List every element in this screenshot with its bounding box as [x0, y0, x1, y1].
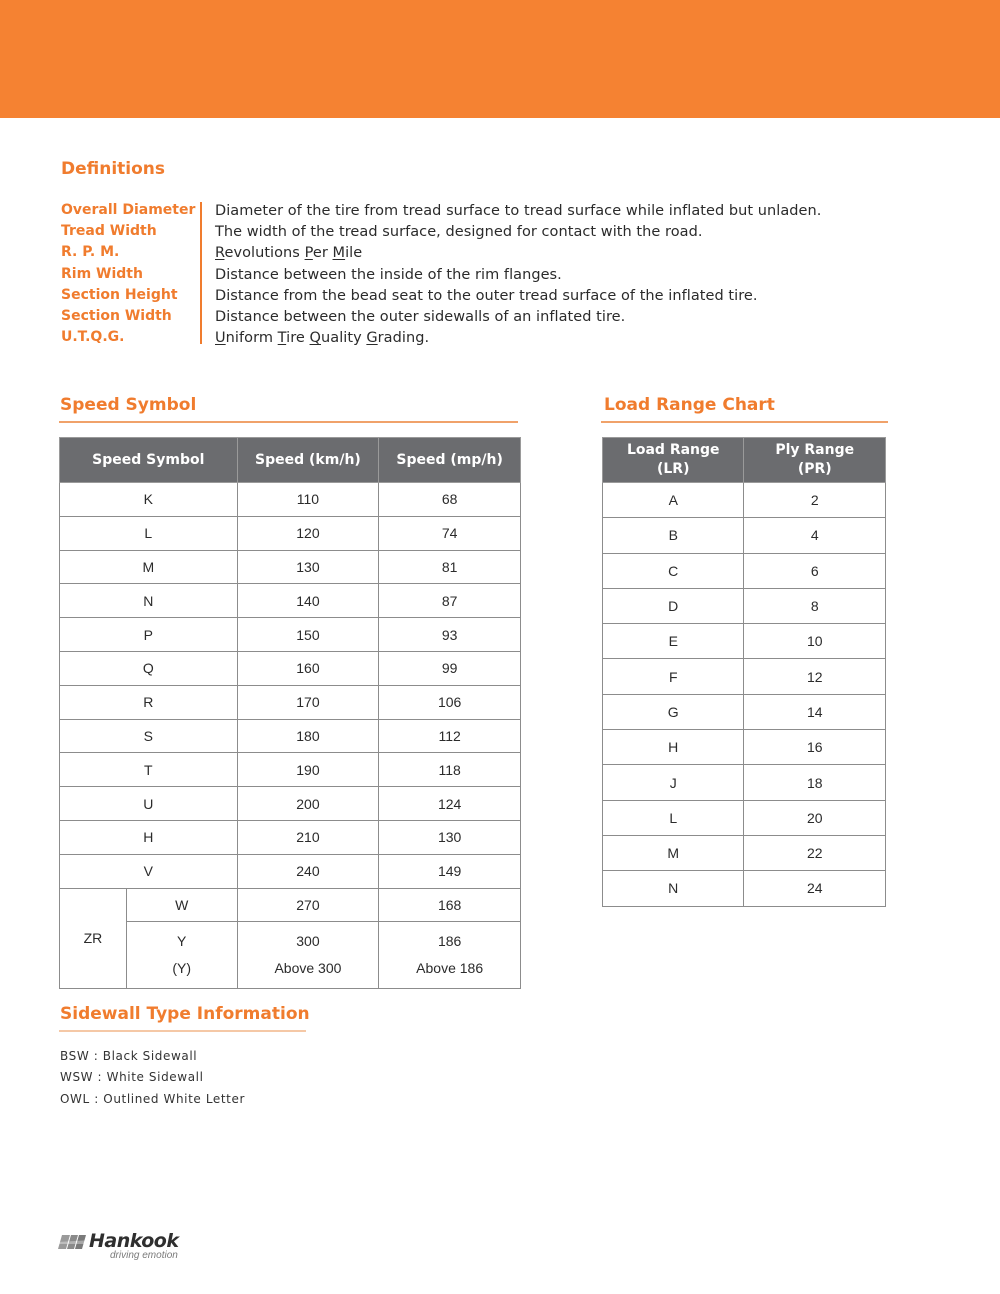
sidewall-item-owl: OWL : Outlined White Letter — [60, 1091, 246, 1106]
cell-pr: 18 — [744, 765, 886, 800]
underlined-letter: M — [332, 245, 346, 262]
cell-lr: H — [603, 730, 744, 765]
term-tread-width: Tread Width — [61, 223, 157, 240]
cell-mph: 87 — [379, 584, 521, 618]
cell-lr: F — [603, 659, 744, 694]
term-overall-diameter: Overall Diameter — [61, 202, 196, 218]
table-row — [60, 516, 521, 550]
cell-symbol: T — [60, 753, 238, 787]
term-section-height: Section Height — [61, 286, 178, 303]
cell-lr: L — [603, 800, 744, 835]
cell-symbol: H — [60, 820, 238, 854]
sidewall-rule — [59, 1030, 306, 1032]
desc-rpm — [215, 243, 821, 264]
cell-pr: 16 — [744, 730, 886, 765]
cell-pr: 14 — [744, 694, 886, 729]
table-row — [60, 483, 521, 517]
cell-pr: 10 — [744, 624, 886, 659]
underlined-letter: R — [215, 245, 225, 262]
cell-kmh-y — [237, 922, 379, 989]
table-row — [60, 651, 521, 685]
cell-lr: E — [603, 624, 744, 659]
definitions-terms — [61, 200, 201, 348]
table-row-zr-y — [60, 922, 521, 989]
sidewall-title: Sidewall Type Information — [60, 1004, 310, 1024]
cell-mph: 118 — [379, 753, 521, 787]
table-row — [60, 584, 521, 618]
desc-tread-width: The width of the tread surface, designed for contact with the road. — [215, 224, 703, 241]
cell-pr: 12 — [744, 659, 886, 694]
desc-utqg — [215, 328, 821, 349]
header-speed-symbol: Speed Symbol — [60, 438, 238, 483]
cell-lr: C — [603, 553, 744, 588]
table-row — [60, 719, 521, 753]
cell-mph: 124 — [379, 787, 521, 821]
cell-mph: 168 — [379, 888, 521, 922]
cell-lr: N — [603, 871, 744, 906]
cell-pr: 24 — [744, 871, 886, 906]
cell-kmh: 140 — [237, 584, 379, 618]
cell-symbol: W — [126, 888, 237, 922]
table-row — [60, 820, 521, 854]
table-row — [603, 871, 886, 906]
table-row — [603, 659, 886, 694]
cell-lr: G — [603, 694, 744, 729]
load-range-table — [602, 437, 886, 907]
cell-symbol: R — [60, 685, 238, 719]
cell-kmh: 120 — [237, 516, 379, 550]
cell-lr: J — [603, 765, 744, 800]
cell-symbol: V — [60, 854, 238, 888]
cell-kmh: 210 — [237, 820, 379, 854]
cell-symbol: L — [60, 516, 238, 550]
table-row — [603, 694, 886, 729]
cell-symbol: K — [60, 483, 238, 517]
definitions-divider — [200, 202, 202, 344]
kmh-y: 300 — [296, 933, 320, 950]
cell-kmh: 190 — [237, 753, 379, 787]
term-utqg: U.T.Q.G. — [61, 329, 125, 346]
cell-kmh: 130 — [237, 550, 379, 584]
cell-kmh: 200 — [237, 787, 379, 821]
logo-tagline: driving emotion — [110, 1250, 178, 1261]
desc-rim-width: Distance between the inside of the rim flanges. — [215, 266, 562, 283]
cell-mph: 112 — [379, 719, 521, 753]
cell-symbol: M — [60, 550, 238, 584]
mph-y: 186 — [437, 933, 462, 950]
sidewall-item-wsw: WSW : White Sidewall — [60, 1070, 204, 1085]
cell-symbol: N — [60, 584, 238, 618]
desc-text: rading. — [377, 330, 430, 347]
table-row — [603, 553, 886, 588]
table-row — [60, 854, 521, 888]
mph-y-paren: Above 186 — [416, 960, 484, 977]
desc-section-height: Distance from the bead seat to the outer tread surface of the inflated tire. — [215, 287, 758, 304]
cell-mph: 149 — [379, 854, 521, 888]
sidewall-item-bsw: BSW : Black Sidewall — [60, 1049, 198, 1063]
cell-kmh: 180 — [237, 719, 379, 753]
definitions-descriptions — [215, 201, 821, 349]
sidewall-list — [60, 1046, 245, 1110]
cell-symbol: Q — [60, 651, 238, 685]
cell-kmh: 150 — [237, 618, 379, 652]
desc-text: ire — [286, 330, 310, 347]
kmh-y-paren: Above 300 — [274, 960, 342, 977]
cell-symbol: U — [60, 787, 238, 821]
cell-pr: 4 — [744, 518, 886, 553]
desc-section-width: Distance between the outer sidewalls of an inflated tire. — [215, 308, 626, 325]
cell-mph: 74 — [379, 516, 521, 550]
cell-mph: 130 — [379, 820, 521, 854]
desc-text: evolutions — [224, 245, 305, 262]
table-row — [60, 618, 521, 652]
table-row — [60, 753, 521, 787]
underlined-letter: T — [277, 330, 287, 347]
cell-pr: 22 — [744, 835, 886, 870]
desc-text: uality — [321, 330, 367, 347]
term-rim-width: Rim Width — [61, 265, 143, 282]
cell-mph-y — [379, 922, 521, 989]
term-section-width: Section Width — [61, 307, 172, 324]
underlined-letter: P — [304, 245, 313, 262]
definitions-title: Definitions — [61, 159, 166, 179]
cell-pr: 8 — [744, 588, 886, 623]
cell-symbol: S — [60, 719, 238, 753]
cell-zr-label: ZR — [60, 888, 127, 989]
table-row — [603, 835, 886, 870]
table-row — [603, 730, 886, 765]
desc-text: ile — [345, 245, 363, 262]
cell-pr: 20 — [744, 800, 886, 835]
cell-kmh: 110 — [237, 483, 379, 517]
header-line: (PR) — [797, 461, 832, 477]
table-row — [603, 800, 886, 835]
cell-kmh: 240 — [237, 854, 379, 888]
cell-kmh: 270 — [237, 888, 379, 922]
cell-mph: 99 — [379, 651, 521, 685]
cell-mph: 93 — [379, 618, 521, 652]
cell-kmh: 170 — [237, 685, 379, 719]
underlined-letter: U — [215, 330, 226, 347]
underlined-letter: G — [366, 330, 378, 347]
desc-overall-diameter: Diameter of the tire from tread surface to tread surface while inflated but unladen. — [215, 203, 822, 219]
header-speed-mph: Speed (mp/h) — [379, 438, 521, 483]
cell-symbol-y — [126, 922, 237, 989]
symbol-y: Y — [177, 933, 187, 950]
cell-symbol: P — [60, 618, 238, 652]
cell-mph: 81 — [379, 550, 521, 584]
table-header-row — [603, 438, 886, 483]
table-row — [603, 588, 886, 623]
table-row — [60, 550, 521, 584]
hankook-logo — [58, 1230, 218, 1265]
underlined-letter: Q — [309, 330, 322, 347]
cell-pr: 2 — [744, 483, 886, 518]
table-row — [603, 624, 886, 659]
tire-tread-icon — [58, 1235, 92, 1249]
table-row — [603, 765, 886, 800]
table-row-zr-w — [60, 888, 521, 922]
term-rpm: R. P. M. — [61, 244, 120, 261]
table-row — [603, 518, 886, 553]
cell-mph: 106 — [379, 685, 521, 719]
header-banner — [0, 0, 1000, 118]
header-ply-range — [744, 438, 886, 483]
cell-lr: M — [603, 835, 744, 870]
cell-lr: B — [603, 518, 744, 553]
cell-lr: D — [603, 588, 744, 623]
cell-kmh: 160 — [237, 651, 379, 685]
cell-pr: 6 — [744, 553, 886, 588]
table-row — [60, 787, 521, 821]
table-row — [60, 685, 521, 719]
desc-text: er — [312, 245, 333, 262]
load-range-title: Load Range Chart — [604, 395, 775, 415]
table-row — [603, 483, 886, 518]
logo-brand: Hankook — [89, 1230, 179, 1252]
desc-text: niform — [225, 330, 278, 347]
header-line: Load Range — [626, 442, 720, 458]
header-line: Ply Range — [775, 442, 855, 458]
header-load-range — [603, 438, 744, 483]
speed-symbol-rule — [59, 421, 518, 423]
cell-lr: A — [603, 483, 744, 518]
symbol-y-paren: (Y) — [172, 960, 192, 977]
cell-mph: 68 — [379, 483, 521, 517]
speed-symbol-table — [59, 437, 521, 989]
header-line: (LR) — [656, 461, 690, 477]
header-speed-kmh: Speed (km/h) — [237, 438, 379, 483]
table-header-row — [60, 438, 521, 483]
speed-symbol-title: Speed Symbol — [60, 395, 197, 415]
load-range-rule — [601, 421, 888, 423]
